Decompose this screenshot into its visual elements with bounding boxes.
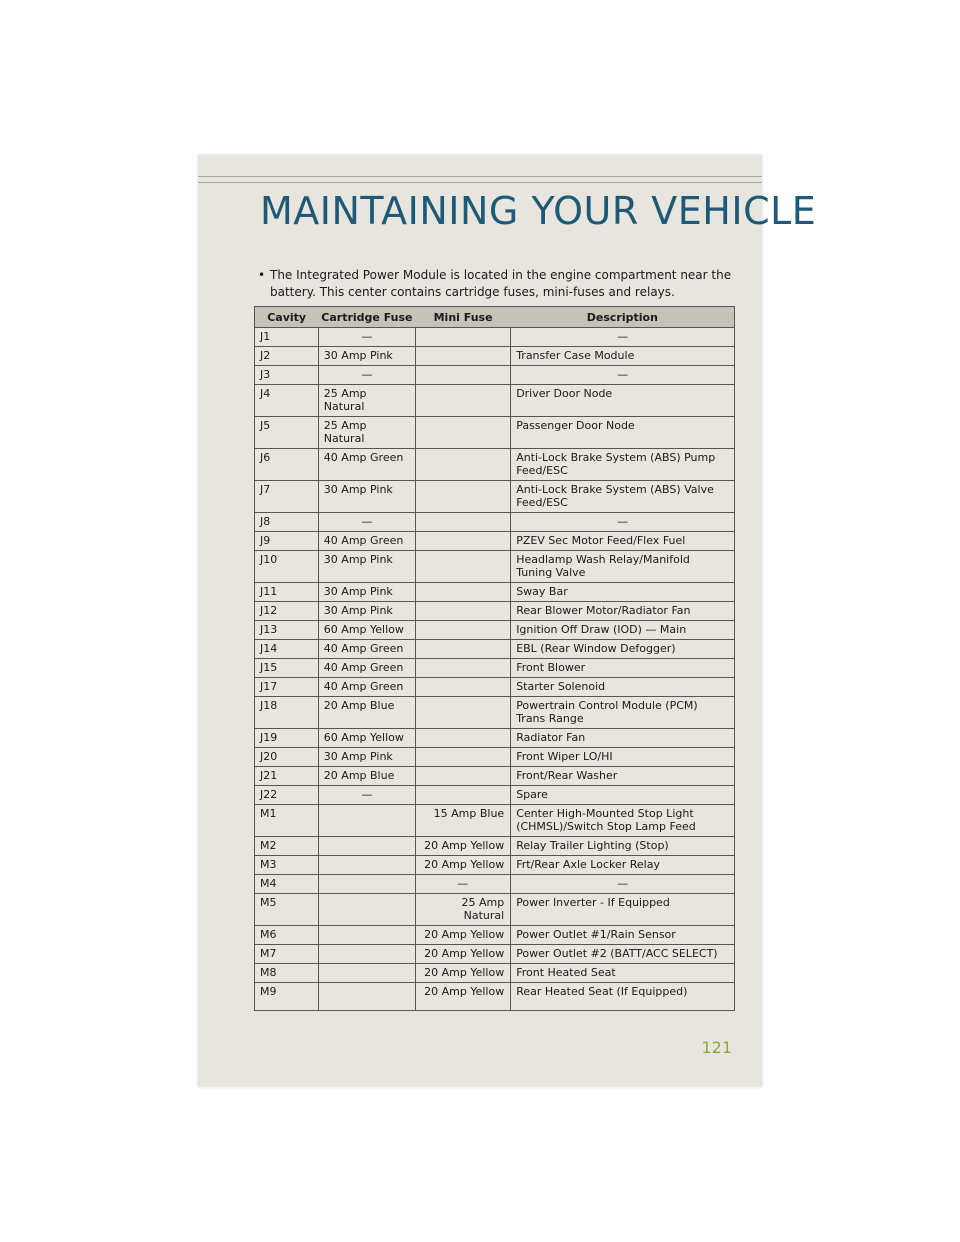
description-cell: Passenger Door Node bbox=[511, 417, 735, 449]
description-cell: Center High-Mounted Stop Light (CHMSL)/Switch Stop Lamp Feed bbox=[511, 805, 735, 837]
description-cell: Anti-Lock Brake System (ABS) Pump Feed/ESC bbox=[511, 449, 735, 481]
cartridge-fuse-cell bbox=[318, 894, 415, 926]
table-row bbox=[255, 449, 735, 481]
cavity-cell: M7 bbox=[255, 945, 319, 964]
cavity-cell: J12 bbox=[255, 602, 319, 621]
cartridge-fuse-cell: 30 Amp Pink bbox=[318, 583, 415, 602]
description-cell: Frt/Rear Axle Locker Relay bbox=[511, 856, 735, 875]
description-cell: — bbox=[511, 366, 735, 385]
mini-fuse-cell bbox=[416, 729, 511, 748]
cartridge-fuse-cell: 30 Amp Pink bbox=[318, 551, 415, 583]
description-cell: Rear Heated Seat (If Equipped) bbox=[511, 983, 735, 1011]
mini-fuse-cell bbox=[416, 678, 511, 697]
fuse-table bbox=[254, 306, 735, 1011]
table-row bbox=[255, 697, 735, 729]
mini-fuse-cell bbox=[416, 640, 511, 659]
table-row bbox=[255, 767, 735, 786]
manual-page bbox=[198, 155, 817, 1087]
mini-fuse-cell: 20 Amp Yellow bbox=[416, 964, 511, 983]
table-row bbox=[255, 894, 735, 926]
description-cell: Ignition Off Draw (IOD) — Main bbox=[511, 621, 735, 640]
cavity-cell: J17 bbox=[255, 678, 319, 697]
description-cell: Spare bbox=[511, 786, 735, 805]
cartridge-fuse-cell: 20 Amp Blue bbox=[318, 767, 415, 786]
mini-fuse-cell bbox=[416, 583, 511, 602]
table-row bbox=[255, 729, 735, 748]
description-cell: Rear Blower Motor/Radiator Fan bbox=[511, 602, 735, 621]
description-cell: — bbox=[511, 513, 735, 532]
mini-fuse-cell: 15 Amp Blue bbox=[416, 805, 511, 837]
mini-fuse-cell bbox=[416, 551, 511, 583]
cartridge-fuse-cell: 40 Amp Green bbox=[318, 532, 415, 551]
description-cell: — bbox=[511, 875, 735, 894]
mini-fuse-cell bbox=[416, 366, 511, 385]
mini-fuse-cell: 20 Amp Yellow bbox=[416, 837, 511, 856]
description-cell: Front Blower bbox=[511, 659, 735, 678]
mini-fuse-cell: 20 Amp Yellow bbox=[416, 945, 511, 964]
cavity-cell: M8 bbox=[255, 964, 319, 983]
cartridge-fuse-cell: 40 Amp Green bbox=[318, 640, 415, 659]
table-row bbox=[255, 856, 735, 875]
description-cell: Transfer Case Module bbox=[511, 347, 735, 366]
cartridge-fuse-cell: 30 Amp Pink bbox=[318, 748, 415, 767]
table-row bbox=[255, 417, 735, 449]
mini-fuse-cell bbox=[416, 748, 511, 767]
cavity-cell: M1 bbox=[255, 805, 319, 837]
mini-fuse-cell bbox=[416, 659, 511, 678]
description-cell: Anti-Lock Brake System (ABS) Valve Feed/ESC bbox=[511, 481, 735, 513]
cavity-cell: J19 bbox=[255, 729, 319, 748]
cavity-cell: J18 bbox=[255, 697, 319, 729]
section-title: MAINTAINING YOUR VEHICLE bbox=[260, 189, 817, 233]
cavity-cell: J2 bbox=[255, 347, 319, 366]
table-row bbox=[255, 964, 735, 983]
bullet-mark: • bbox=[258, 268, 266, 282]
header-description: Description bbox=[511, 307, 735, 328]
cartridge-fuse-cell bbox=[318, 837, 415, 856]
cartridge-fuse-cell: 25 Amp Natural bbox=[318, 417, 415, 449]
cartridge-fuse-cell bbox=[318, 856, 415, 875]
mini-fuse-cell bbox=[416, 449, 511, 481]
cartridge-fuse-cell: 30 Amp Pink bbox=[318, 347, 415, 366]
table-row bbox=[255, 602, 735, 621]
table-row bbox=[255, 786, 735, 805]
mini-fuse-cell bbox=[416, 513, 511, 532]
mini-fuse-cell bbox=[416, 786, 511, 805]
description-cell: Powertrain Control Module (PCM) Trans Range bbox=[511, 697, 735, 729]
cavity-cell: M9 bbox=[255, 983, 319, 1011]
mini-fuse-cell bbox=[416, 417, 511, 449]
mini-fuse-cell: 25 Amp Natural bbox=[416, 894, 511, 926]
mini-fuse-cell bbox=[416, 697, 511, 729]
cavity-cell: J14 bbox=[255, 640, 319, 659]
description-cell: Front Heated Seat bbox=[511, 964, 735, 983]
cavity-cell: J8 bbox=[255, 513, 319, 532]
cavity-cell: J6 bbox=[255, 449, 319, 481]
cartridge-fuse-cell: 25 Amp Natural bbox=[318, 385, 415, 417]
cartridge-fuse-cell bbox=[318, 983, 415, 1011]
cavity-cell: J20 bbox=[255, 748, 319, 767]
description-cell: Starter Solenoid bbox=[511, 678, 735, 697]
cavity-cell: J1 bbox=[255, 328, 319, 347]
cartridge-fuse-cell: — bbox=[318, 513, 415, 532]
table-row bbox=[255, 385, 735, 417]
cartridge-fuse-cell: 30 Amp Pink bbox=[318, 481, 415, 513]
cartridge-fuse-cell: — bbox=[318, 366, 415, 385]
description-cell: Sway Bar bbox=[511, 583, 735, 602]
header-mini-fuse: Mini Fuse bbox=[416, 307, 511, 328]
mini-fuse-cell: 20 Amp Yellow bbox=[416, 926, 511, 945]
cavity-cell: J11 bbox=[255, 583, 319, 602]
cartridge-fuse-cell: 20 Amp Blue bbox=[318, 697, 415, 729]
table-row bbox=[255, 945, 735, 964]
table-row bbox=[255, 748, 735, 767]
cavity-cell: J21 bbox=[255, 767, 319, 786]
table-row bbox=[255, 983, 735, 1011]
table-row bbox=[255, 532, 735, 551]
mini-fuse-cell: 20 Amp Yellow bbox=[416, 983, 511, 1011]
cavity-cell: J13 bbox=[255, 621, 319, 640]
description-cell: Power Outlet #2 (BATT/ACC SELECT) bbox=[511, 945, 735, 964]
description-cell: Headlamp Wash Relay/Manifold Tuning Valve bbox=[511, 551, 735, 583]
mini-fuse-cell: — bbox=[416, 875, 511, 894]
table-row bbox=[255, 328, 735, 347]
description-cell: Front/Rear Washer bbox=[511, 767, 735, 786]
cartridge-fuse-cell: 40 Amp Green bbox=[318, 449, 415, 481]
cavity-cell: M5 bbox=[255, 894, 319, 926]
mini-fuse-cell bbox=[416, 602, 511, 621]
cartridge-fuse-cell: 40 Amp Green bbox=[318, 678, 415, 697]
cartridge-fuse-cell: 60 Amp Yellow bbox=[318, 729, 415, 748]
description-cell: Relay Trailer Lighting (Stop) bbox=[511, 837, 735, 856]
description-cell: Radiator Fan bbox=[511, 729, 735, 748]
table-row bbox=[255, 678, 735, 697]
page-number: 121 bbox=[701, 1038, 732, 1057]
table-row bbox=[255, 551, 735, 583]
description-cell: PZEV Sec Motor Feed/Flex Fuel bbox=[511, 532, 735, 551]
table-row bbox=[255, 513, 735, 532]
description-cell: — bbox=[511, 328, 735, 347]
mini-fuse-cell bbox=[416, 767, 511, 786]
cavity-cell: J10 bbox=[255, 551, 319, 583]
cavity-cell: J3 bbox=[255, 366, 319, 385]
table-row bbox=[255, 366, 735, 385]
table-row bbox=[255, 875, 735, 894]
table-row bbox=[255, 347, 735, 366]
table-row bbox=[255, 926, 735, 945]
cartridge-fuse-cell: — bbox=[318, 786, 415, 805]
cavity-cell: M2 bbox=[255, 837, 319, 856]
cartridge-fuse-cell bbox=[318, 926, 415, 945]
mini-fuse-cell bbox=[416, 532, 511, 551]
cavity-cell: J4 bbox=[255, 385, 319, 417]
table-row bbox=[255, 659, 735, 678]
table-row bbox=[255, 805, 735, 837]
cavity-cell: J9 bbox=[255, 532, 319, 551]
cavity-cell: J15 bbox=[255, 659, 319, 678]
mini-fuse-cell bbox=[416, 385, 511, 417]
cavity-cell: M4 bbox=[255, 875, 319, 894]
description-cell: Power Inverter - If Equipped bbox=[511, 894, 735, 926]
cartridge-fuse-cell: 60 Amp Yellow bbox=[318, 621, 415, 640]
cartridge-fuse-cell: 30 Amp Pink bbox=[318, 602, 415, 621]
cartridge-fuse-cell bbox=[318, 805, 415, 837]
intro-paragraph bbox=[258, 267, 738, 301]
table-header-row bbox=[255, 307, 735, 328]
table-row bbox=[255, 837, 735, 856]
cartridge-fuse-cell bbox=[318, 945, 415, 964]
mini-fuse-cell bbox=[416, 328, 511, 347]
table-row bbox=[255, 621, 735, 640]
cartridge-fuse-cell: — bbox=[318, 328, 415, 347]
mini-fuse-cell bbox=[416, 347, 511, 366]
mini-fuse-cell bbox=[416, 621, 511, 640]
table-row bbox=[255, 583, 735, 602]
fuse-table-body bbox=[255, 328, 735, 1011]
cavity-cell: M6 bbox=[255, 926, 319, 945]
cartridge-fuse-cell bbox=[318, 875, 415, 894]
header-cartridge-fuse: Cartridge Fuse bbox=[318, 307, 415, 328]
cavity-cell: J22 bbox=[255, 786, 319, 805]
description-cell: Front Wiper LO/HI bbox=[511, 748, 735, 767]
cavity-cell: M3 bbox=[255, 856, 319, 875]
cavity-cell: J7 bbox=[255, 481, 319, 513]
description-cell: Driver Door Node bbox=[511, 385, 735, 417]
cartridge-fuse-cell: 40 Amp Green bbox=[318, 659, 415, 678]
table-row bbox=[255, 481, 735, 513]
intro-text: The Integrated Power Module is located in the engine compartment near the battery. This center contains cartridge fuses, mini-fuses and relays. bbox=[270, 268, 732, 299]
header-rule-bottom bbox=[198, 182, 762, 183]
table-row bbox=[255, 640, 735, 659]
description-cell: Power Outlet #1/Rain Sensor bbox=[511, 926, 735, 945]
cartridge-fuse-cell bbox=[318, 964, 415, 983]
mini-fuse-cell bbox=[416, 481, 511, 513]
header-cavity: Cavity bbox=[255, 307, 319, 328]
mini-fuse-cell: 20 Amp Yellow bbox=[416, 856, 511, 875]
header-rule-top bbox=[198, 176, 762, 177]
description-cell: EBL (Rear Window Defogger) bbox=[511, 640, 735, 659]
cavity-cell: J5 bbox=[255, 417, 319, 449]
